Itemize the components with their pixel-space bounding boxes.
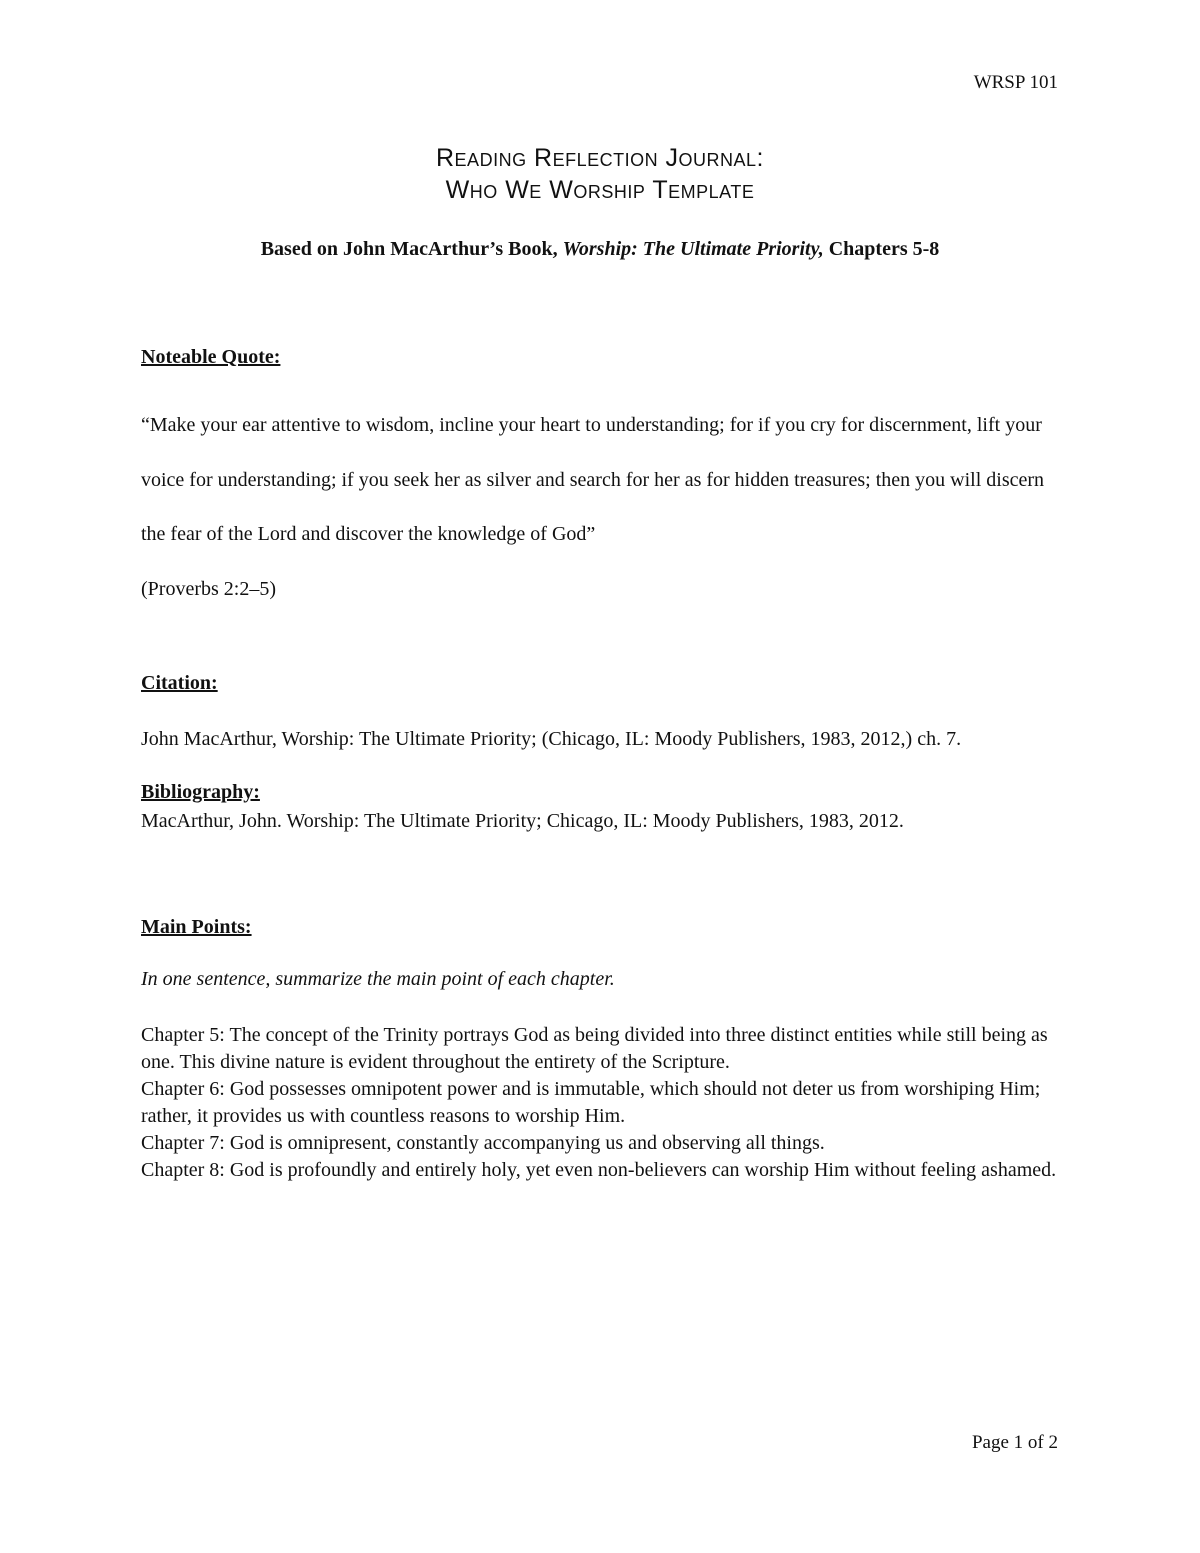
title-line-1: Reading Reflection Journal: xyxy=(436,144,764,172)
subtitle-prefix: Based on John MacArthur’s Book, xyxy=(260,238,563,260)
quote-text: “Make your ear attentive to wisdom, incline your heart to understanding; for if you cry for discernment, lift your voice for understanding; if you seek her as silver and search for her as for hidden treasures; then you will discern the fear of the Lord and discover the knowledge of God” xyxy=(141,414,1045,545)
title-line-2: Who We Worship Template xyxy=(445,176,755,204)
quote-reference: (Proverbs 2:2–5) xyxy=(141,577,276,600)
main-points-instruction: In one sentence, summarize the main point of each chapter. xyxy=(141,968,615,990)
course-code: WRSP 101 xyxy=(973,72,1058,93)
chapter-summary: Chapter 8: God is profoundly and entirely holy, yet even non-believers can worship Him without feeling ashamed. xyxy=(141,1159,1057,1181)
citation-label: Citation: xyxy=(141,672,218,694)
page-indicator: Page 1 of 2 xyxy=(971,1432,1058,1453)
chapter-summary: Chapter 6: God possesses omnipotent power and is immutable, which should not deter us from worshiping Him; rather, it provides us with countless reasons to worship Him. xyxy=(141,1078,1041,1127)
bibliography-text: MacArthur, John. Worship: The Ultimate Priority; Chicago, IL: Moody Publishers, 1983, 2012. xyxy=(141,810,904,832)
main-points-label: Main Points: xyxy=(141,916,252,938)
chapter-summary: Chapter 5: The concept of the Trinity portrays God as being divided into three distinct entities while still being as one. This divine nature is evident throughout the entirety of the Scripture. xyxy=(141,1024,1048,1073)
quote-label: Noteable Quote: xyxy=(141,346,281,368)
bibliography-label: Bibliography: xyxy=(141,781,260,803)
document-subtitle xyxy=(0,238,1200,261)
chapter-summary: Chapter 7: God is omnipresent, constantly accompanying us and observing all things. xyxy=(141,1132,825,1154)
subtitle-book-title: Worship: The Ultimate Priority, xyxy=(562,238,824,260)
quote-block xyxy=(141,398,1061,616)
chapter-summaries xyxy=(141,1022,1061,1184)
document-title xyxy=(0,142,1200,206)
citation-text: John MacArthur, Worship: The Ultimate Priority; (Chicago, IL: Moody Publishers, 1983, 2012,) ch. 7. xyxy=(141,728,962,750)
subtitle-suffix: Chapters 5-8 xyxy=(823,238,940,260)
